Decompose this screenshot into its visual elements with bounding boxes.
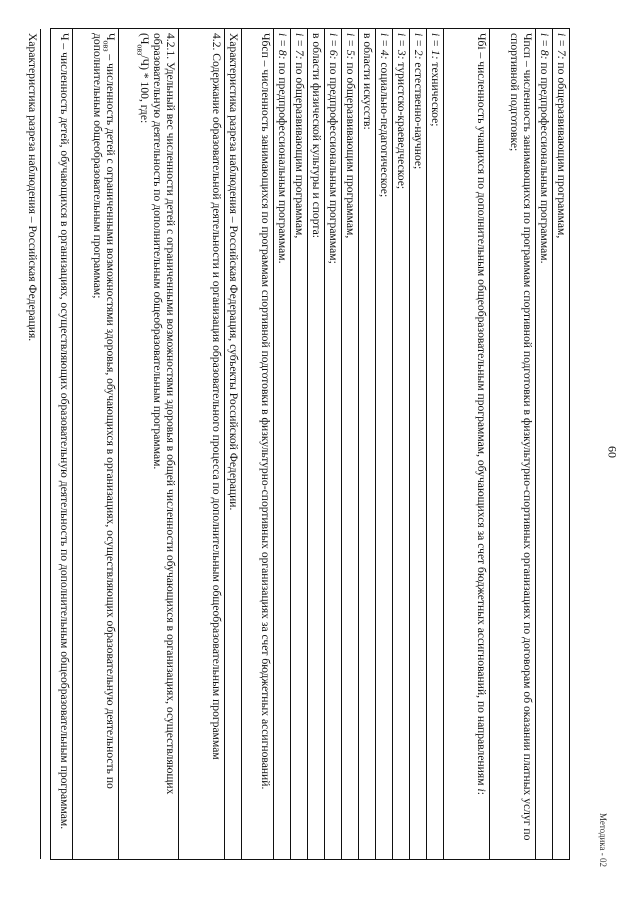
row-text: Чпсп – численность занимающихся по программам спортивной подготовки в физкультурно-спортивных организациях по договорам об оказании платных услуг по спортивной подготовке;: [508, 33, 534, 841]
table-row: [552, 29, 569, 859]
row-text: туристско-краеведческое;: [395, 59, 408, 190]
row-text: по общеразвивающим программам,: [344, 59, 357, 239]
table-row: [307, 29, 324, 859]
index-var: i: [378, 33, 391, 37]
table-row: [358, 29, 375, 859]
row-text: Ч: [104, 33, 117, 41]
row-text: естественно-научное;: [412, 59, 425, 170]
index-eq: = 8:: [538, 36, 551, 60]
row-text: в области искусств:: [361, 33, 374, 130]
table-row: [375, 29, 392, 859]
formula-tail: /Ч) * 100, где:: [138, 55, 151, 124]
row-text: Характеристика разреза наблюдения – Российская Федерация.: [26, 33, 39, 342]
table-row: [290, 29, 307, 859]
table-row: [341, 29, 358, 859]
table-row: [273, 29, 290, 859]
index-eq: = 2:: [412, 36, 425, 60]
index-var: i: [429, 33, 442, 37]
index-var: i: [344, 33, 357, 37]
footer-label: Методика - 02: [598, 812, 608, 868]
row-text-tail: :: [475, 791, 488, 795]
table-row: [178, 29, 224, 859]
index-var: i: [276, 33, 289, 37]
index-eq: = 8:: [276, 36, 289, 60]
row-text: по предпрофессиональным программам.: [276, 59, 289, 264]
index-var: i: [412, 33, 425, 37]
row-text: Чбi – численность учащихся по дополнительным общеобразовательным программам, обучающихся за счет бюджетных ассигнований, по направлениям: [475, 33, 488, 789]
formula-subscript: овз: [135, 44, 145, 56]
table-row: [409, 29, 426, 859]
index-eq: = 1:: [429, 36, 442, 60]
index-var: i: [293, 33, 306, 37]
document-content: [26, 28, 570, 860]
index-eq: = 7:: [293, 36, 306, 60]
table-row: [241, 29, 273, 859]
table-row: [324, 29, 341, 859]
row-text: Ч – численность детей, обучающихся в организациях, осуществляющих образовательную деятельность по дополнительным общеобразовательным программам.: [58, 33, 71, 830]
row-text: по общеразвивающим программам,: [555, 59, 568, 239]
indicator-heading: 4.2.1. Удельный вес численности детей с ограниченными возможностями здоровья в общей численности обучающихся в организациях, осуществляющих образовательную деятельность по дополнительным общеобразовательным программам.: [151, 33, 177, 795]
row-subscript: овз: [101, 40, 111, 52]
index-eq: = 5:: [344, 36, 357, 60]
index-var: i: [538, 33, 551, 37]
index-eq: = 6:: [327, 36, 340, 60]
table-row: [535, 29, 552, 859]
table-row: [426, 29, 443, 859]
row-text: по предпрофессиональным программам;: [327, 59, 340, 264]
row-text: по предпрофессиональным программам.: [538, 59, 551, 264]
row-text: Чбсп – численность занимающихся по программам спортивной подготовки в физкультурно-спортивных организациях за счет бюджетных ассигнований.: [259, 33, 272, 790]
index-var: i: [395, 33, 408, 37]
index-var: i: [555, 33, 568, 37]
table-row: [443, 29, 489, 859]
row-text: социально-педагогическое;: [378, 59, 391, 198]
index-eq: = 7:: [555, 36, 568, 60]
formula: (Ч: [138, 33, 151, 45]
index-eq: = 3:: [395, 36, 408, 60]
table-row: [392, 29, 409, 859]
table-row: [489, 29, 535, 859]
table-row: [40, 29, 72, 859]
table-row: [118, 29, 178, 859]
row-text: Характеристика разреза наблюдения – Российская Федерация, субъекты Российской Федерации.: [227, 33, 240, 511]
row-text: по общеразвивающим программам,: [293, 59, 306, 239]
index-var: i: [327, 33, 340, 37]
page-number: 60: [605, 446, 620, 458]
indicator-table: [26, 28, 570, 860]
section-heading: 4.2. Содержание образовательной деятельности и организация образовательного процесса по дополнительным общеобразовательным программам: [210, 33, 223, 760]
index-eq: = 4:: [378, 36, 391, 60]
row-text-tail: – численность детей с ограниченными возможностями здоровья, обучающихся в организациях, осуществляющих образовательную деятельность по дополнительным общеобразовательным программам;: [91, 33, 117, 789]
row-text: техническое;: [429, 59, 442, 127]
row-text: в области физической культуры и спорта:: [310, 33, 323, 238]
table-row: [224, 29, 241, 859]
index-var: i: [475, 788, 488, 792]
table-row: [72, 29, 118, 859]
table-row: [23, 29, 40, 859]
